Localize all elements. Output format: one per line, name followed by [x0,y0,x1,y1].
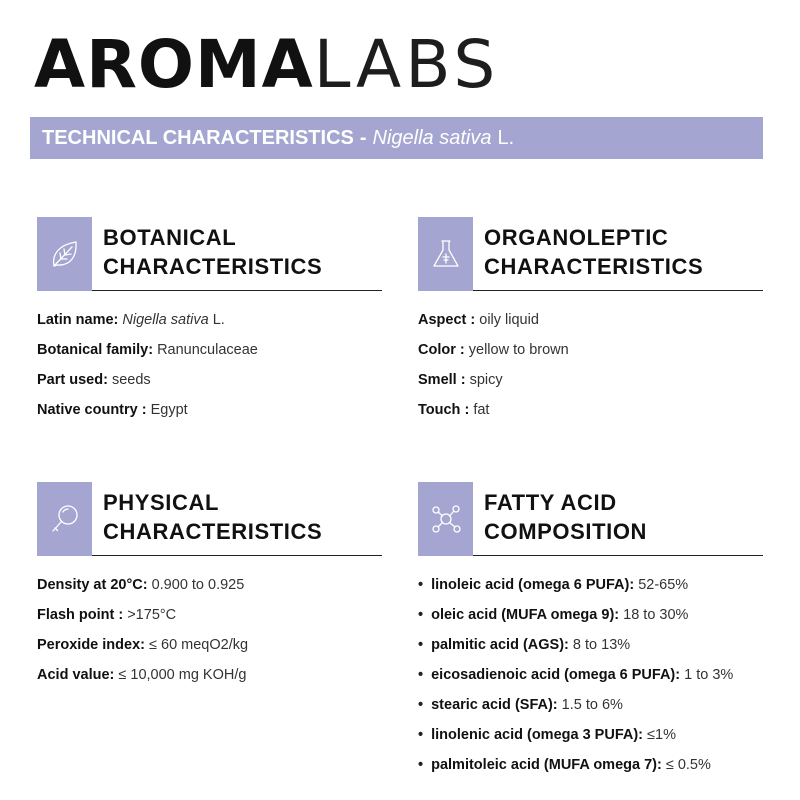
fatty-acid-section [418,482,763,780]
item-value: ≤1% [647,727,676,743]
item-value: ≤ 10,000 mg KOH/g [118,667,247,683]
item-value: ≤ 0.5% [665,757,711,773]
item-value: fat [473,402,490,418]
organoleptic-title-line2: CHARACTERISTICS [484,254,704,279]
list-item [418,630,763,660]
list-item [418,365,763,395]
list-item [37,305,382,335]
botanical-title [103,223,322,281]
list-item [418,395,763,425]
item-value: ≤ 60 meqO2/kg [149,637,249,653]
list-item [37,600,382,630]
item-value-italic: Nigella sativa [122,312,209,328]
item-value: Ranunculaceae [157,342,258,358]
bullet: • [418,727,424,743]
bullet: • [418,757,424,773]
item-value: 8 to 13% [572,637,631,653]
fatty-acid-title [484,488,647,546]
item-label: linoleic acid (omega 6 PUFA): [431,577,635,593]
item-label: oleic acid (MUFA omega 9): [431,607,620,623]
banner-species-suffix: L. [497,126,515,149]
list-item [418,750,763,780]
item-value: Egypt [150,402,188,418]
botanical-header [37,217,382,291]
item-label: eicosadienoic acid (omega 6 PUFA): [431,667,681,683]
botanical-section [37,217,382,425]
item-value: yellow to brown [468,342,569,358]
item-value: 1 to 3% [684,667,734,683]
item-label: palmitic acid (AGS): [431,637,569,653]
logo-light-text: LABS [313,26,500,103]
botanical-title-line2: CHARACTERISTICS [103,254,323,279]
item-value: spicy [469,372,503,388]
organoleptic-list [418,305,763,425]
banner-species: Nigella sativa [372,126,492,149]
item-label: Botanical family: [37,342,154,358]
bullet: • [418,607,424,623]
botanical-title-line1: BOTANICAL [103,225,237,250]
item-label: Native country : [37,402,147,418]
item-value: L. [212,312,225,328]
list-item [37,630,382,660]
fatty-acid-list [418,570,763,780]
organoleptic-title [484,223,703,281]
item-value: seeds [111,372,151,388]
logo-bold-text: AROMA [34,26,314,103]
leaf-icon [37,217,92,291]
item-value: 18 to 30% [623,607,689,623]
fatty-acid-title-line1: FATTY ACID [484,490,617,515]
banner-separator: - [359,126,367,149]
title-banner [30,117,763,159]
list-item [418,600,763,630]
list-item [418,570,763,600]
physical-header [37,482,382,556]
botanical-list [37,305,382,425]
item-label: Acid value: [37,667,115,683]
list-item [37,365,382,395]
list-item [418,335,763,365]
list-item [418,690,763,720]
organoleptic-header [418,217,763,291]
organoleptic-section [418,217,763,425]
list-item [418,720,763,750]
item-label: Smell : [418,372,466,388]
molecule-icon [418,482,473,556]
item-label: Flash point : [37,607,124,623]
item-value: >175°C [127,607,177,623]
bullet: • [418,637,424,653]
bullet: • [418,697,424,713]
brand-logo [34,26,500,103]
list-item [418,305,763,335]
item-label: palmitoleic acid (MUFA omega 7): [431,757,662,773]
item-label: Color : [418,342,465,358]
item-value: oily liquid [479,312,539,328]
fatty-acid-header [418,482,763,556]
item-label: Part used: [37,372,108,388]
item-label: Peroxide index: [37,637,145,653]
item-label: stearic acid (SFA): [431,697,558,713]
item-label: Touch : [418,402,470,418]
list-item [37,395,382,425]
physical-list [37,570,382,690]
item-value: 52-65% [638,577,689,593]
physical-section [37,482,382,690]
organoleptic-title-line1: ORGANOLEPTIC [484,225,669,250]
magnifier-icon [37,482,92,556]
list-item [37,660,382,690]
item-value: 1.5 to 6% [561,697,623,713]
list-item [418,660,763,690]
banner-prefix: TECHNICAL CHARACTERISTICS [42,126,354,149]
bullet: • [418,577,424,593]
list-item [37,335,382,365]
item-label: Density at 20°C: [37,577,148,593]
list-item [37,570,382,600]
bullet: • [418,667,424,683]
physical-title [103,488,322,546]
item-label: Aspect : [418,312,476,328]
physical-title-line2: CHARACTERISTICS [103,519,323,544]
item-label: linolenic acid (omega 3 PUFA): [431,727,644,743]
item-label: Latin name: [37,312,119,328]
physical-title-line1: PHYSICAL [103,490,220,515]
fatty-acid-title-line2: COMPOSITION [484,519,648,544]
flask-icon [418,217,473,291]
item-value: 0.900 to 0.925 [151,577,245,593]
